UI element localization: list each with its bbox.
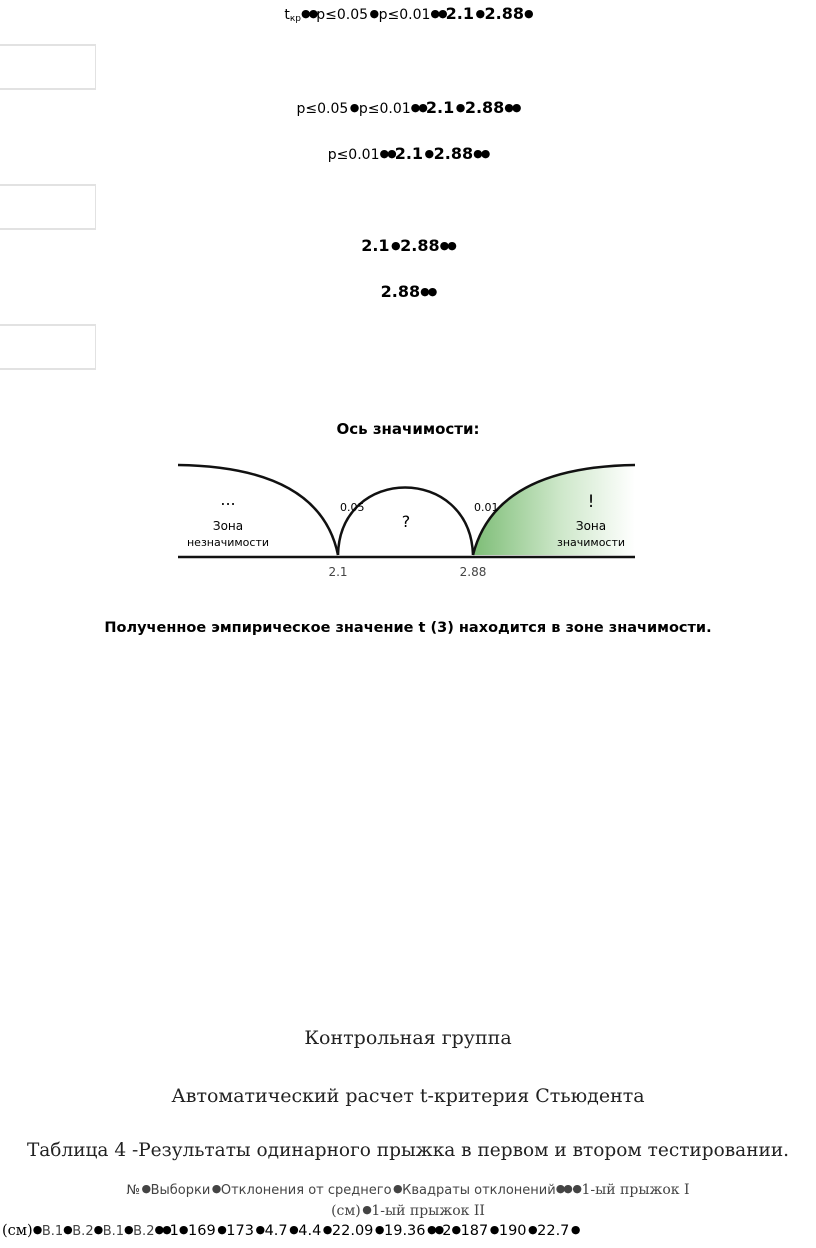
row2-num: 2 [442,1223,452,1239]
row1-d1: 4.7 [264,1223,288,1239]
middle-mark: ? [401,512,411,531]
value-2-1: 2.1 [361,236,390,255]
table-header-line-2 [0,1203,816,1219]
header-jump1: 1-ый прыжок I [581,1182,690,1198]
value-2-1: 2.1 [445,4,474,23]
dot-icon: ● [287,1223,299,1236]
dot-icon: ●● [410,101,426,114]
dot-icon: ●● ● [555,1182,582,1195]
dot-icon: ● [451,1223,461,1236]
row2-d1: 22.7 [537,1223,570,1239]
value-2-88: 2.88 [400,236,440,255]
t-subscript: кр [289,14,302,24]
dot-icon: ●● [301,7,317,20]
left-zone-label-2: незначимости [186,536,270,549]
dot-icon: ●● [154,1223,170,1236]
label-001: 0.01 [474,501,499,514]
dot-icon: ●● [430,7,446,20]
right-zone-label-2: значимости [556,536,626,549]
dot-icon: ● [473,7,485,20]
row-unit: (см) [2,1223,33,1239]
dot-icon: ● [423,147,434,160]
dot-icon: ●● [439,239,455,252]
row1-num: 1 [169,1223,179,1239]
dot-icon: ● [321,1223,332,1236]
row1-v1: 169 [188,1223,216,1239]
row1-s2: 19.36 [384,1223,426,1239]
dot-icon: ● [488,1223,499,1236]
dot-icon: ● [389,239,401,252]
header-jump2: 1-ый прыжок II [371,1203,485,1219]
critical-values-row-4 [0,236,816,255]
dot-icon: ● [569,1223,579,1236]
label-005: 0.05 [340,501,365,514]
col-b1: В.1 [41,1224,64,1239]
significance-axis-diagram [170,455,640,580]
table-header [0,1182,816,1198]
dot-icon: ● [139,1182,151,1195]
header-deviations: Отклонения от среднего [220,1183,392,1198]
left-zone-mark: ... [220,490,236,509]
dot-icon: ● [391,1182,403,1195]
dot-icon: ● [526,1223,538,1236]
dot-icon: ● [93,1223,103,1236]
row1-d2: 4.4 [298,1223,322,1239]
value-2-88: 2.88 [484,4,525,23]
row2-v1: 187 [460,1223,489,1239]
dot-icon: ● [373,1223,384,1236]
table-row [2,1223,816,1239]
dot-icon: ●● [425,1223,443,1236]
calc-title: Автоматический расчет t-критерия Стьюдента [171,1085,645,1107]
header-unit1: (см) [331,1203,361,1219]
dot-icon: ● [210,1182,221,1195]
p05-label: p≤0.05 [296,101,349,117]
dot-icon: ● [524,7,532,20]
value-2-88: 2.88 [464,98,505,117]
dot-icon: ● [348,101,359,114]
col-b4: В.2 [133,1224,155,1239]
col-b2: В.2 [72,1224,94,1239]
header-squares: Квадраты отклонений [402,1183,556,1198]
dot-icon: ●● [420,285,436,298]
row1-s1: 22.09 [331,1223,374,1239]
p01-label: p≤0.01 [358,101,411,117]
axis-title: Ось значимости: [336,420,480,438]
dot-icon: ●● [473,147,489,160]
dot-icon: ● [368,7,379,20]
dot-icon: ● [178,1223,189,1236]
p05-label: p≤0.05 [316,7,369,23]
critical-values-row-1 [0,4,816,24]
dot-icon: ●● [504,101,520,114]
section-title: Контрольная группа [304,1027,512,1049]
header-samples: Выборки [150,1183,211,1198]
t-label: t [284,7,290,23]
value-2-1: 2.1 [394,144,424,163]
conclusion-text: Полученное эмпирическое значение t (3) находится в зоне значимости. [104,620,712,636]
dot-icon: ● [454,101,465,114]
dot-icon: ● [360,1203,372,1216]
right-zone-mark: ! [587,492,595,512]
dot-icon: ● [63,1223,73,1236]
header-num: № [126,1183,140,1198]
dot-icon: ● [124,1223,134,1236]
value-2-88: 2.88 [380,282,421,301]
dot-icon: ● [215,1223,227,1236]
dot-icon: ●● [379,147,395,160]
row2-v2: 190 [498,1223,527,1239]
left-zone-label-1: Зона [212,519,244,533]
dot-icon: ● [253,1223,265,1236]
critical-values-row-2 [0,98,816,117]
right-zone-label-1: Зона [575,519,607,533]
p01-label: p≤0.01 [327,147,380,163]
row1-v2: 173 [226,1223,254,1239]
value-2-88: 2.88 [433,144,474,163]
empty-cell-1 [0,44,96,90]
value-2-1: 2.1 [425,98,455,117]
empty-cell-3 [0,324,96,370]
critical-values-row-3 [0,144,816,163]
critical-values-row-5 [0,282,816,301]
col-b3: В.1 [102,1224,125,1239]
p01-label: p≤0.01 [378,7,431,23]
empty-cell-2 [0,184,96,230]
table-caption: Таблица 4 -Результаты одинарного прыжка в первом и втором тестировании. [26,1140,790,1161]
tick-2-88: 2.88 [459,565,487,579]
dot-icon: ● [32,1223,42,1236]
tick-2-1: 2.1 [328,565,348,579]
